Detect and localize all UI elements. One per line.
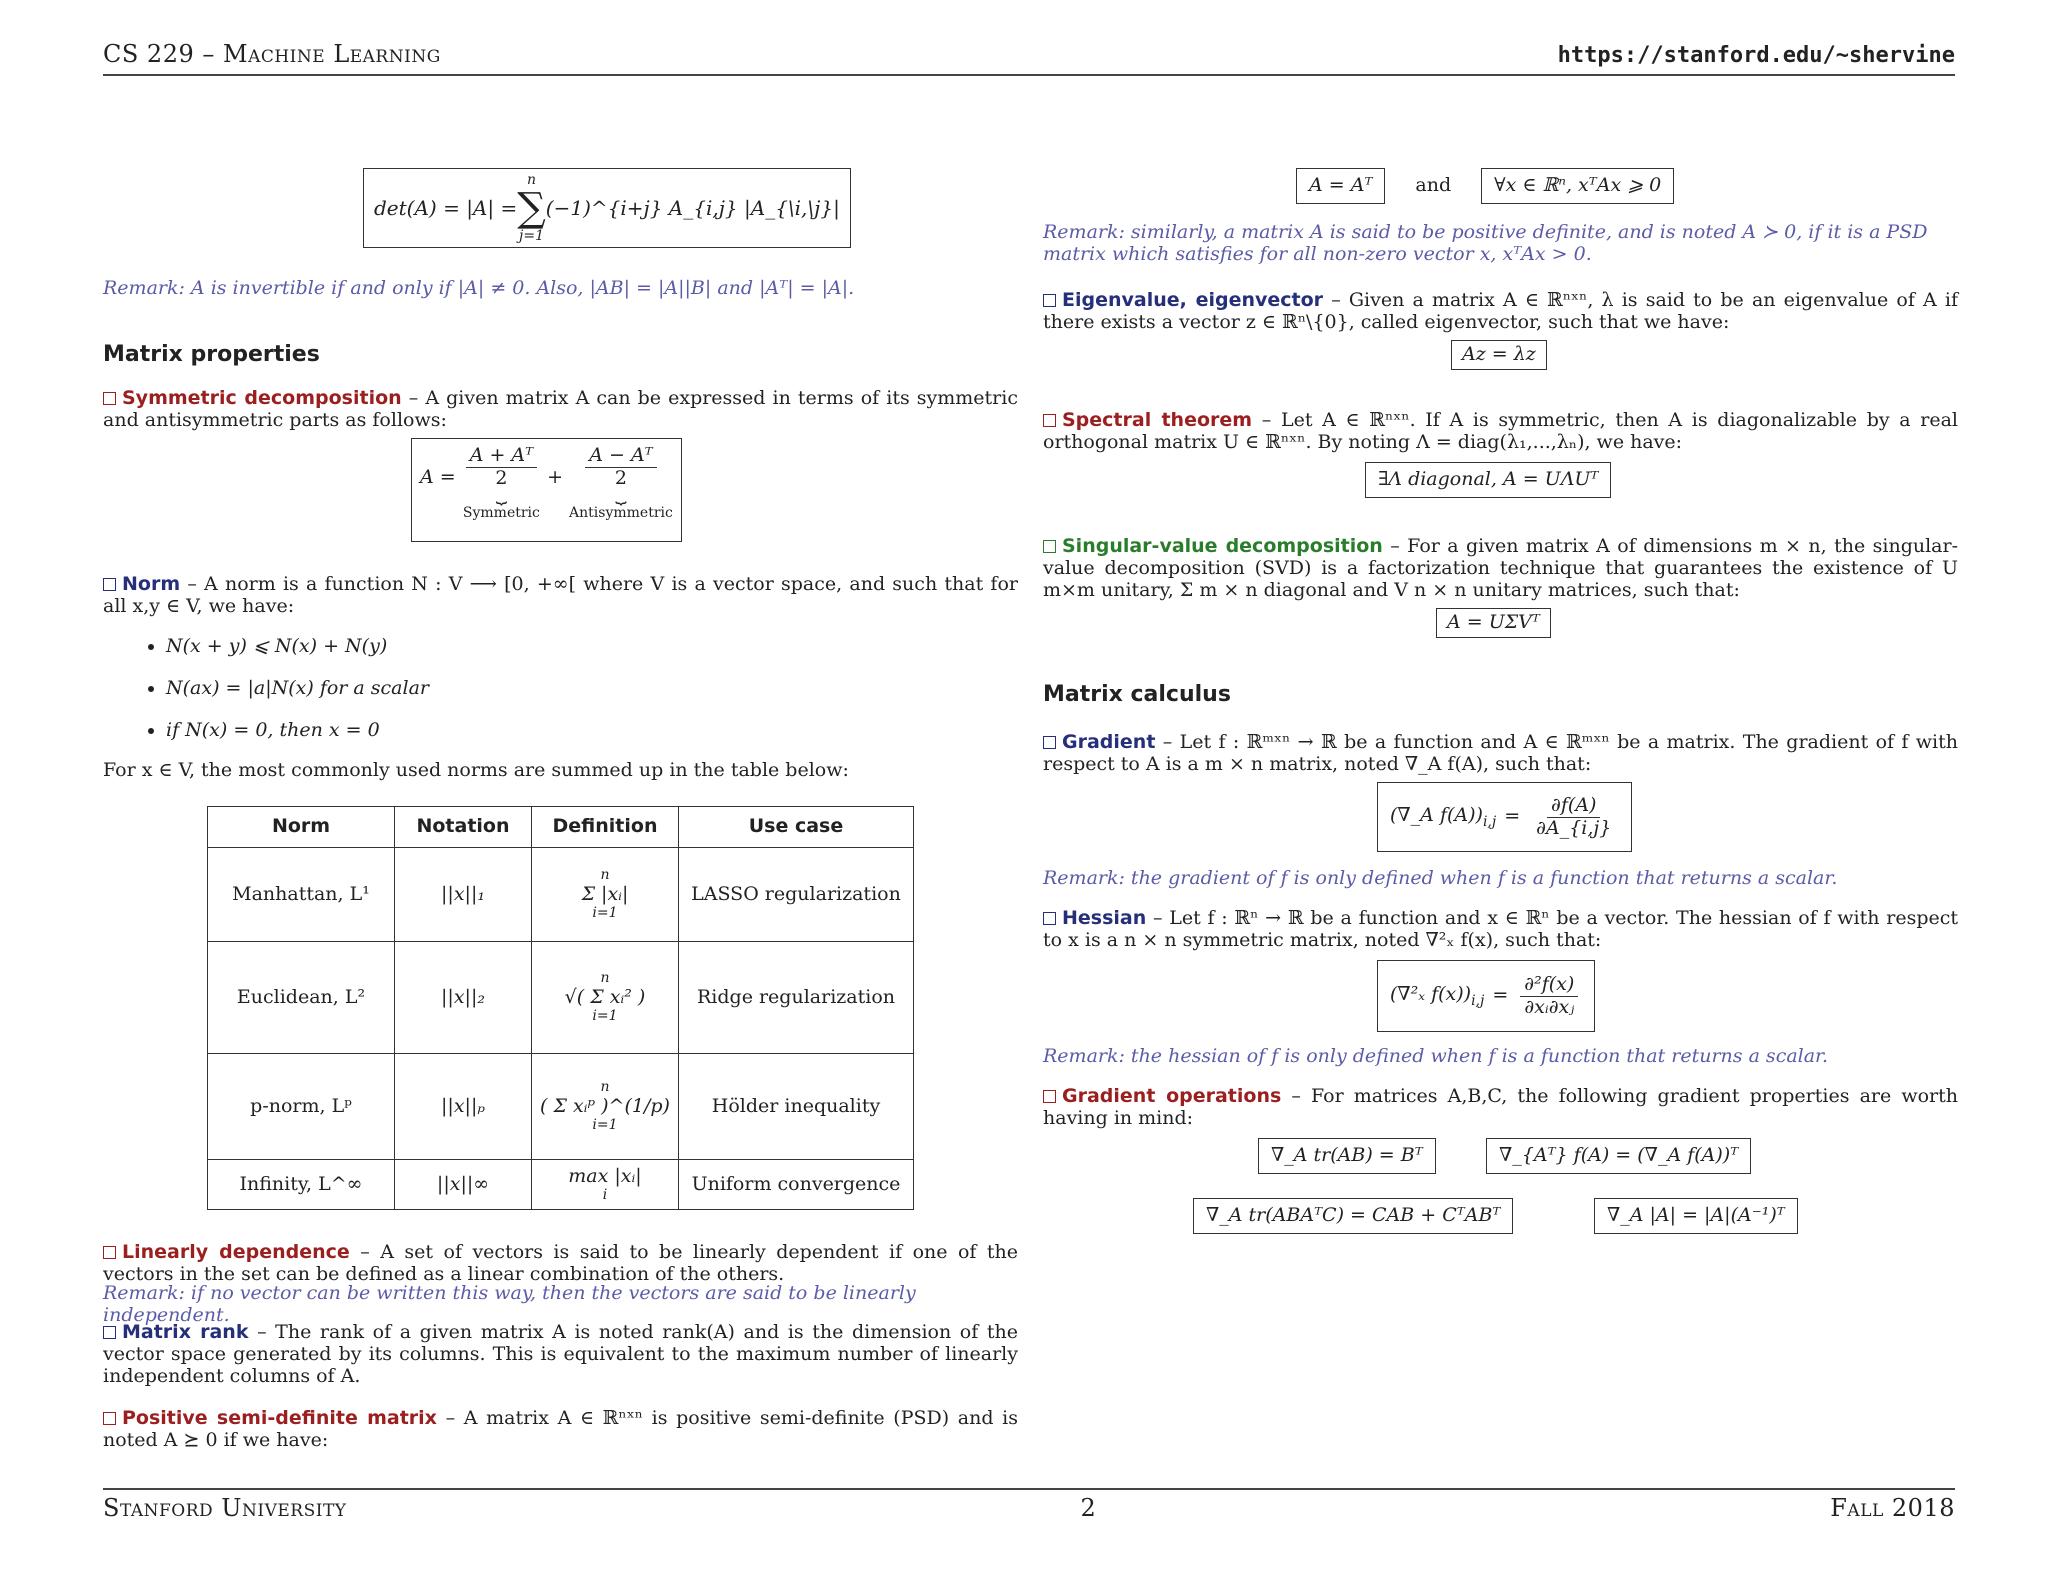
cell-use-case: Ridge regularization bbox=[679, 942, 914, 1054]
hessian-formula: (∇²ₓ $f(x))_{i,j}$ = $\frac{\text{∂²f(x)}}{\text{∂xᵢ∂xⱼ}}$ bbox=[1377, 960, 1595, 1032]
col-header-norm: Norm bbox=[208, 807, 395, 848]
gradient-title: Gradient bbox=[1062, 731, 1156, 753]
page-header bbox=[103, 41, 1955, 69]
term: Fall 2018 bbox=[1830, 1494, 1955, 1522]
cell-notation: ||x||₂ bbox=[395, 942, 532, 1054]
cell-norm: Manhattan, L¹ bbox=[208, 848, 395, 942]
list-item: • if N(x) = 0, then x = 0 bbox=[166, 720, 1026, 742]
header-rule bbox=[103, 74, 1955, 76]
gradops-box-2: ∇_{Aᵀ} f(A) = (∇_A f(A))ᵀ bbox=[1486, 1138, 1751, 1174]
table-row bbox=[208, 942, 914, 1054]
sym-lhs: A = bbox=[420, 466, 456, 488]
cell-definition: n √( Σ xᵢ² ) i=1 bbox=[532, 942, 679, 1054]
eigen-text: – Given a matrix A ∈ ℝⁿˣⁿ, λ is said to be an eigenvalue of A if there exists a vector z ∈ ℝⁿ\{0}, called eigenvector, such that we have: bbox=[1043, 289, 1958, 333]
hessian-text: – Let f : ℝⁿ → ℝ be a function and x ∈ ℝⁿ be a vector. The hessian of f with respect to x is a n × n symmetric matrix, noted ∇²ₓ f(x), such that: bbox=[1043, 907, 1958, 951]
square-bullet-icon bbox=[1043, 1090, 1056, 1103]
spectral-text: – Let A ∈ ℝⁿˣⁿ. If A is symmetric, then A is diagonalizable by a real orthogonal matrix U ∈ ℝⁿˣⁿ. By noting Λ = diag(λ₁,...,λₙ), we have: bbox=[1043, 409, 1959, 453]
lindep-text: – A set of vectors is said to be linearly dependent if one of the vectors in the set can be defined as a linear combination of the others. bbox=[103, 1241, 1018, 1285]
course-title: CS 229 – Machine Learning bbox=[103, 40, 441, 68]
col-header-notation: Notation bbox=[395, 807, 532, 848]
square-bullet-icon bbox=[1043, 294, 1056, 307]
svd-formula: A = UΣVᵀ bbox=[1436, 608, 1551, 638]
symmetric-formula-box: A = $\frac{\text{A + Aᵀ}}{2}$ ⏟ Symmetric + $\frac{\text{A − Aᵀ}}{2}$ ⏟ Antisymmetric bbox=[411, 438, 682, 542]
cell-use-case: LASSO regularization bbox=[679, 848, 914, 942]
cell-norm: Infinity, L^∞ bbox=[208, 1160, 395, 1210]
gradops-title: Gradient operations bbox=[1062, 1085, 1282, 1107]
page-footer bbox=[103, 1495, 1955, 1523]
cell-notation: ||x||∞ bbox=[395, 1160, 532, 1210]
psd-and-text: and bbox=[1415, 174, 1452, 196]
psd-symmetric-box: A = Aᵀ bbox=[1296, 168, 1385, 204]
table-header-row bbox=[208, 807, 914, 848]
section-matrix-properties: Matrix properties bbox=[103, 342, 320, 367]
lindep-remark: Remark: if no vector can be written this way, then the vectors are said to be linearly independent. bbox=[103, 1282, 916, 1326]
cell-norm: Euclidean, L² bbox=[208, 942, 395, 1054]
square-bullet-icon bbox=[1043, 414, 1056, 427]
det-lhs: det(A) = |A| = bbox=[374, 195, 518, 220]
gradient-operations-paragraph bbox=[1043, 1086, 1958, 1130]
col-header-use-case: Use case bbox=[679, 807, 914, 848]
norm-paragraph bbox=[103, 574, 1018, 618]
square-bullet-icon bbox=[1043, 540, 1056, 553]
eigen-title: Eigenvalue, eigenvector bbox=[1062, 289, 1324, 311]
rank-text: – The rank of a given matrix A is noted rank(A) and is the dimension of the vector space generated by its columns. This is equivalent to the maximum number of linearly independent columns of A. bbox=[103, 1321, 1018, 1387]
svd-text: – For a given matrix A of dimensions m × n, the singular-value decomposition (SVD) is a factorization technique that guarantees the existence of U m×m unitary, Σ m × n diagonal and V n × n unitary matrices, such that: bbox=[1043, 535, 1959, 601]
symmetric-decomposition-paragraph bbox=[103, 388, 1018, 432]
gradops-box-3: ∇_A tr(ABAᵀC) = CAB + CᵀABᵀ bbox=[1193, 1198, 1513, 1234]
norm-table-intro: For x ∈ V, the most commonly used norms are summed up in the table below: bbox=[103, 759, 849, 781]
norm-text: – A norm is a function N : V ⟶ [0, +∞[ where V is a vector space, and such that for all x,y ∈ V, we have: bbox=[103, 573, 1018, 617]
table-row bbox=[208, 1054, 914, 1160]
cell-use-case: Uniform convergence bbox=[679, 1160, 914, 1210]
square-bullet-icon bbox=[103, 578, 116, 591]
symmetric-label: Symmetric bbox=[462, 505, 540, 522]
pd-remark: Remark: similarly, a matrix A is said to be positive definite, and is noted A ≻ 0, if it is a PSD matrix which satisfies for all non-zero vector x, xᵀAx > 0. bbox=[1043, 221, 1928, 265]
rank-title: Matrix rank bbox=[122, 1321, 249, 1343]
svd-paragraph bbox=[1043, 536, 1958, 602]
det-body: (−1)^{i+j} A_{i,j} |A_{\i,\j}| bbox=[545, 195, 840, 220]
linear-dependence-paragraph bbox=[103, 1242, 1018, 1286]
gradient-formula: (∇_A $f(A))_{i,j}$ = $\frac{\partial f(A)}{\partial A\_\{i,j\}}$ bbox=[1377, 782, 1632, 852]
antisymmetric-label: Antisymmetric bbox=[569, 505, 673, 522]
square-bullet-icon bbox=[103, 1246, 116, 1259]
lindep-title: Linearly dependence bbox=[122, 1241, 350, 1263]
university-name: Stanford University bbox=[103, 1494, 347, 1522]
norm-properties-list bbox=[118, 636, 1026, 762]
cell-definition: n ( Σ xᵢᵖ )^(1/p) i=1 bbox=[532, 1054, 679, 1160]
antisym-part: $\frac{\text{A − Aᵀ}}{2}$ ⏟ Antisymmetric bbox=[569, 444, 673, 522]
hessian-title: Hessian bbox=[1062, 907, 1147, 929]
cell-notation: ||x||ₚ bbox=[395, 1054, 532, 1160]
hessian-remark: Remark: the hessian of f is only defined when f is a function that returns a scalar. bbox=[1043, 1045, 1829, 1067]
gradops-box-4: ∇_A |A| = |A|(A⁻¹)ᵀ bbox=[1594, 1198, 1798, 1234]
psd-title: Positive semi-definite matrix bbox=[122, 1407, 437, 1429]
cell-use-case: Hölder inequality bbox=[679, 1054, 914, 1160]
gradops-box-1: ∇_A tr(AB) = Bᵀ bbox=[1258, 1138, 1436, 1174]
norm-title: Norm bbox=[122, 573, 181, 595]
cell-notation: ||x||₁ bbox=[395, 848, 532, 942]
svd-title: Singular-value decomposition bbox=[1062, 535, 1383, 557]
gradops-text: – For matrices A,B,C, the following gradient properties are worth having in mind: bbox=[1043, 1085, 1958, 1129]
symmetric-title: Symmetric decomposition bbox=[122, 387, 402, 409]
det-sum: n ∑ j=1 bbox=[517, 171, 546, 244]
table-row bbox=[208, 1160, 914, 1210]
cell-definition: n Σ |xᵢ| i=1 bbox=[532, 848, 679, 942]
cell-definition: max |xᵢ| i bbox=[532, 1160, 679, 1210]
psd-quadratic-box: ∀x ∈ ℝⁿ, xᵀAx ⩾ 0 bbox=[1481, 168, 1674, 204]
eigen-formula: Az = λz bbox=[1451, 340, 1547, 370]
gradient-text: – Let f : ℝᵐˣⁿ → ℝ be a function and A ∈ ℝᵐˣⁿ be a matrix. The gradient of f with respect to A is a m × n matrix, noted ∇_A f(A), such that: bbox=[1043, 731, 1958, 775]
page-number: 2 bbox=[1080, 1494, 1097, 1522]
psd-paragraph bbox=[103, 1408, 1018, 1452]
square-bullet-icon bbox=[103, 1412, 116, 1425]
square-bullet-icon bbox=[1043, 912, 1056, 925]
psd-text: – A matrix A ∈ ℝⁿˣⁿ is positive semi-definite (PSD) and is noted A ⪰ 0 if we have: bbox=[103, 1407, 1018, 1451]
square-bullet-icon bbox=[103, 392, 116, 405]
table-row bbox=[208, 848, 914, 942]
spectral-paragraph bbox=[1043, 410, 1958, 454]
section-matrix-calculus: Matrix calculus bbox=[1043, 682, 1231, 707]
author-url[interactable]: https://stanford.edu/~shervine bbox=[1557, 43, 1955, 68]
list-item: • N(ax) = |a|N(x) for a scalar bbox=[166, 678, 1026, 700]
spectral-title: Spectral theorem bbox=[1062, 409, 1253, 431]
sym-part: $\frac{\text{A + Aᵀ}}{2}$ ⏟ Symmetric bbox=[462, 444, 540, 522]
footer-rule bbox=[103, 1488, 1955, 1490]
psd-condition-row bbox=[1296, 168, 1674, 204]
det-remark: Remark: A is invertible if and only if |A| ≠ 0. Also, |AB| = |A||B| and |Aᵀ| = |A|. bbox=[103, 277, 855, 299]
matrix-rank-paragraph bbox=[103, 1322, 1018, 1388]
square-bullet-icon bbox=[1043, 736, 1056, 749]
hessian-paragraph bbox=[1043, 908, 1958, 952]
square-bullet-icon bbox=[103, 1326, 116, 1339]
col-header-definition: Definition bbox=[532, 807, 679, 848]
gradient-remark: Remark: the gradient of f is only defined when f is a function that returns a scalar. bbox=[1043, 867, 1838, 889]
eigen-paragraph bbox=[1043, 290, 1958, 334]
norms-table bbox=[207, 806, 914, 1210]
spectral-formula: ∃Λ diagonal, A = UΛUᵀ bbox=[1365, 462, 1611, 498]
gradient-paragraph bbox=[1043, 732, 1958, 776]
determinant-formula-box bbox=[363, 168, 851, 248]
symmetric-text: – A given matrix A can be expressed in terms of its symmetric and antisymmetric parts as follows: bbox=[103, 387, 1018, 431]
cell-norm: p-norm, Lᵖ bbox=[208, 1054, 395, 1160]
list-item: • N(x + y) ⩽ N(x) + N(y) bbox=[166, 636, 1026, 658]
